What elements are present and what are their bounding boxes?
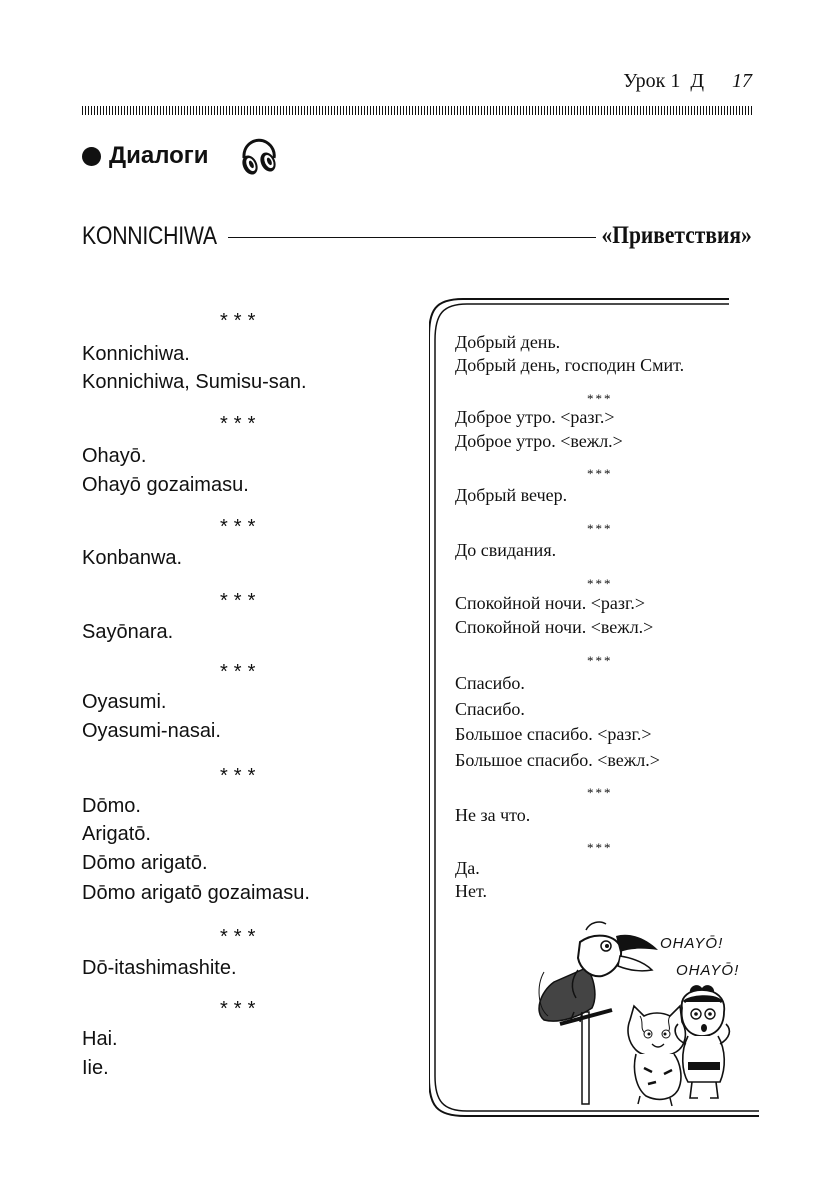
separator: *** <box>587 576 613 591</box>
japanese-line: Hai. <box>82 1028 118 1050</box>
japanese-line: Oyasumi. <box>82 691 167 713</box>
russian-line: Добрый вечер. <box>455 485 568 505</box>
separator: *** <box>220 998 262 1020</box>
separator: *** <box>587 840 613 855</box>
japanese-line: Konnichiwa, Sumisu-san. <box>82 371 307 393</box>
russian-line: До свидания. <box>455 540 557 560</box>
lesson-label: Урок 1 <box>623 70 681 92</box>
russian-line: Большое спасибо. <разг.> <box>455 724 652 744</box>
separator: *** <box>587 391 613 406</box>
japanese-line: Oyasumi-nasai. <box>82 720 221 742</box>
topic-japanese: KONNICHIWA <box>82 222 217 250</box>
russian-line: Не за что. <box>455 805 531 825</box>
japanese-line: Arigatō. <box>82 823 151 845</box>
russian-line: Спасибо. <box>455 699 525 719</box>
page-number: 17 <box>732 70 752 92</box>
russian-line: Добрый день. <box>455 332 561 352</box>
topic-russian: «Приветствия» <box>601 222 752 249</box>
section-letter: Д <box>690 70 704 92</box>
separator: *** <box>587 466 613 481</box>
russian-line: Большое спасибо. <вежл.> <box>455 750 660 770</box>
russian-line: Доброе утро. <разг.> <box>455 407 615 427</box>
separator: *** <box>587 521 613 536</box>
crow-drawing <box>539 922 658 1022</box>
japanese-line: Ohayō. <box>82 445 147 467</box>
speech-text: OHAYŌ! <box>660 935 724 952</box>
speech-text: OHAYŌ! <box>676 962 740 979</box>
russian-line: Спокойной ночи. <вежл.> <box>455 617 654 637</box>
separator: *** <box>220 310 262 332</box>
separator: *** <box>220 516 262 538</box>
japanese-line: Dō-itashimashite. <box>82 957 237 979</box>
section-title: Диалоги <box>109 142 209 169</box>
russian-line: Нет. <box>455 881 488 901</box>
russian-line: Да. <box>455 858 480 878</box>
russian-line: Спасибо. <box>455 673 525 693</box>
japanese-line: Dōmo. <box>82 795 141 817</box>
headphones-icon <box>237 134 281 178</box>
japanese-line: Dōmo arigatō. <box>82 852 208 874</box>
topic-rule <box>228 237 596 238</box>
separator: *** <box>220 765 262 787</box>
separator: *** <box>220 926 262 948</box>
japanese-line: Ohayō gozaimasu. <box>82 474 249 496</box>
japanese-line: Konbanwa. <box>82 547 183 569</box>
perch-pole <box>560 1010 612 1104</box>
japanese-line: Konnichiwa. <box>82 343 190 365</box>
separator: *** <box>587 653 613 668</box>
russian-line: Добрый день, господин Смит. <box>455 355 685 375</box>
cat-drawing <box>628 1006 685 1106</box>
running-head <box>623 70 752 93</box>
section-heading <box>82 134 281 178</box>
topic-heading <box>82 218 752 258</box>
japanese-line: Sayōnara. <box>82 621 174 643</box>
separator: *** <box>220 413 262 435</box>
bullet-icon <box>82 147 101 166</box>
header-rule <box>82 106 752 115</box>
russian-line: Доброе утро. <вежл.> <box>455 431 623 451</box>
separator: *** <box>220 661 262 683</box>
separator: *** <box>220 590 262 612</box>
separator: *** <box>587 785 613 800</box>
japanese-line: Dōmo arigatō gozaimasu. <box>82 882 310 904</box>
japanese-line: Iie. <box>82 1057 109 1079</box>
russian-line: Спокойной ночи. <разг.> <box>455 593 645 613</box>
